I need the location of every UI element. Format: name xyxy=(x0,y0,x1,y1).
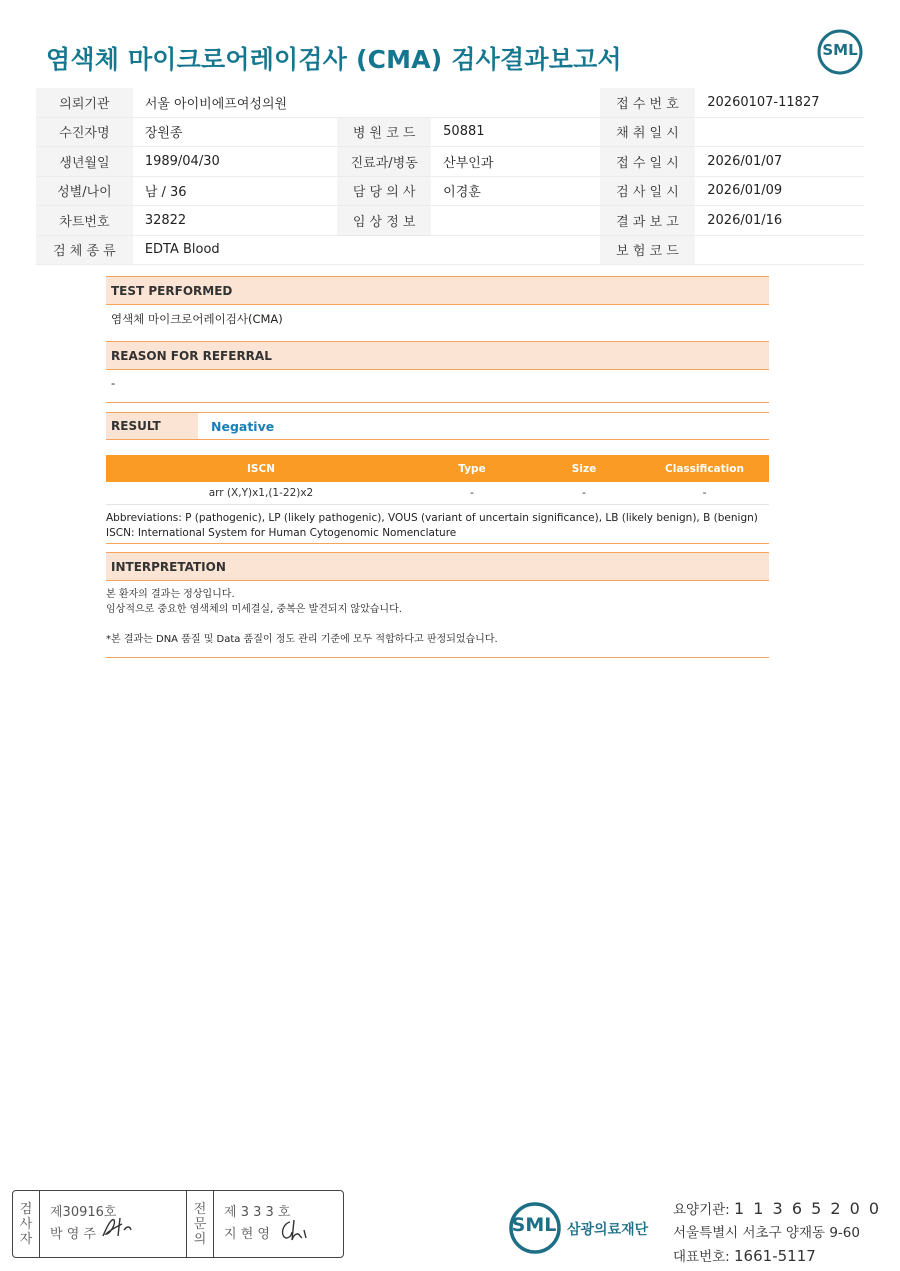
size-cell: - xyxy=(528,482,640,505)
info-value: 장원종 xyxy=(133,117,337,147)
info-value xyxy=(695,117,864,147)
divider xyxy=(106,657,769,658)
phone-number: 1661-5117 xyxy=(734,1247,816,1265)
info-label: 검 체 종 류 xyxy=(36,235,133,265)
examiner-signature-icon xyxy=(100,1214,134,1242)
info-value xyxy=(431,88,600,117)
examiner-label: 검 사 자 xyxy=(13,1191,40,1257)
specialist-label: 전 문 의 xyxy=(187,1191,214,1257)
examiner-box xyxy=(40,1191,187,1257)
code-label: 요양기관: xyxy=(673,1202,730,1218)
patient-info-table xyxy=(36,88,864,265)
info-value: 50881 xyxy=(431,117,600,147)
phone-label: 대표번호: xyxy=(673,1249,730,1265)
info-label: 검 사 일 시 xyxy=(600,176,696,206)
footer-contact xyxy=(673,1197,881,1269)
specialist-box xyxy=(214,1191,343,1257)
table-row xyxy=(106,482,769,505)
abbreviations xyxy=(106,511,769,541)
info-label: 생년월일 xyxy=(36,147,133,177)
info-value: 2026/01/16 xyxy=(695,206,864,236)
interpretation-header: INTERPRETATION xyxy=(106,552,769,581)
info-value: 산부인과 xyxy=(431,147,600,177)
info-row xyxy=(36,88,864,117)
info-label: 담 당 의 사 xyxy=(337,176,431,206)
test-performed-value: 염색체 마이크로어레이검사(CMA) xyxy=(111,311,283,326)
interpretation-line: 임상적으로 중요한 염색체의 미세결실, 중복은 발견되지 않았습니다. xyxy=(106,604,402,615)
foundation-name: 삼광의료재단 xyxy=(567,1222,649,1238)
divider xyxy=(106,543,769,544)
info-value: 20260107-11827 xyxy=(695,88,864,117)
examiner-license: 제30916호 xyxy=(50,1205,117,1220)
iscn-table xyxy=(106,455,769,505)
divider xyxy=(106,402,769,403)
interpretation-body xyxy=(106,587,769,647)
info-value xyxy=(695,235,864,265)
info-label: 의뢰기관 xyxy=(36,88,133,117)
interpretation-line: 본 환자의 결과는 정상입니다. xyxy=(106,589,235,600)
info-row xyxy=(36,206,864,236)
info-value: 32822 xyxy=(133,206,337,236)
info-label: 진료과/병동 xyxy=(337,147,431,177)
type-cell: - xyxy=(416,482,528,505)
info-label: 접 수 일 시 xyxy=(600,147,696,177)
info-value: 이경훈 xyxy=(431,176,600,206)
result-row xyxy=(106,412,769,440)
footer-logo-text: SML xyxy=(511,1214,557,1236)
result-label: RESULT xyxy=(106,413,198,439)
classification-cell: - xyxy=(640,482,769,505)
info-value: 1989/04/30 xyxy=(133,147,337,177)
specialist-name: 지 현 영 xyxy=(224,1227,270,1242)
info-label: 병 원 코 드 xyxy=(337,117,431,147)
test-performed-header: TEST PERFORMED xyxy=(106,276,769,305)
info-row xyxy=(36,176,864,206)
info-value: 남 / 36 xyxy=(133,176,337,206)
info-value: EDTA Blood xyxy=(133,235,337,265)
info-label: 채 취 일 시 xyxy=(600,117,696,147)
footer-sml-logo xyxy=(508,1200,558,1254)
info-value xyxy=(431,206,600,236)
info-row xyxy=(36,117,864,147)
institution-code: 1 1 3 6 5 2 0 0 xyxy=(734,1199,882,1218)
classification-header: Classification xyxy=(640,455,769,482)
info-label: 접 수 번 호 xyxy=(600,88,696,117)
logo-text: SML xyxy=(822,41,858,59)
examiner-name: 박 영 주 xyxy=(50,1227,96,1242)
abbreviations-line: Abbreviations: P (pathogenic), LP (likely pathogenic), VOUS (variant of uncertain significance), LB (likely benign), B (benign) xyxy=(106,512,758,524)
reason-value: - xyxy=(111,376,116,390)
address: 서울특별시 서초구 양재동 9-60 xyxy=(673,1225,860,1241)
info-label xyxy=(337,88,431,117)
info-value: 2026/01/09 xyxy=(695,176,864,206)
result-value: Negative xyxy=(211,418,275,434)
info-row xyxy=(36,235,864,265)
info-label: 임 상 정 보 xyxy=(337,206,431,236)
page-title: 염색체 마이크로어레이검사 (CMA) 검사결과보고서 xyxy=(46,45,622,74)
info-row xyxy=(36,147,864,177)
specialist-signature-icon xyxy=(276,1216,312,1244)
iscn-cell: arr (X,Y)x1,(1-22)x2 xyxy=(106,482,416,505)
signature-stamp xyxy=(12,1190,344,1258)
interpretation-note: *본 결과는 DNA 품질 및 Data 품질이 정도 관리 기준에 모두 적합하다고 판정되었습니다. xyxy=(106,634,498,645)
type-header: Type xyxy=(416,455,528,482)
info-label: 성별/나이 xyxy=(36,176,133,206)
iscn-header: ISCN xyxy=(106,455,416,482)
info-label: 수진자명 xyxy=(36,117,133,147)
info-value: 서울 아이비에프여성의원 xyxy=(133,88,337,117)
info-label xyxy=(337,235,431,265)
info-label: 차트번호 xyxy=(36,206,133,236)
reason-header: REASON FOR REFERRAL xyxy=(106,341,769,370)
iscn-definition-line: ISCN: International System for Human Cytogenomic Nomenclature xyxy=(106,527,457,539)
info-value xyxy=(431,235,600,265)
info-label: 보 험 코 드 xyxy=(600,235,696,265)
specialist-license: 제 3 3 3 호 xyxy=(224,1205,291,1220)
sml-logo xyxy=(816,28,864,76)
info-value: 2026/01/07 xyxy=(695,147,864,177)
size-header: Size xyxy=(528,455,640,482)
info-label: 결 과 보 고 xyxy=(600,206,696,236)
